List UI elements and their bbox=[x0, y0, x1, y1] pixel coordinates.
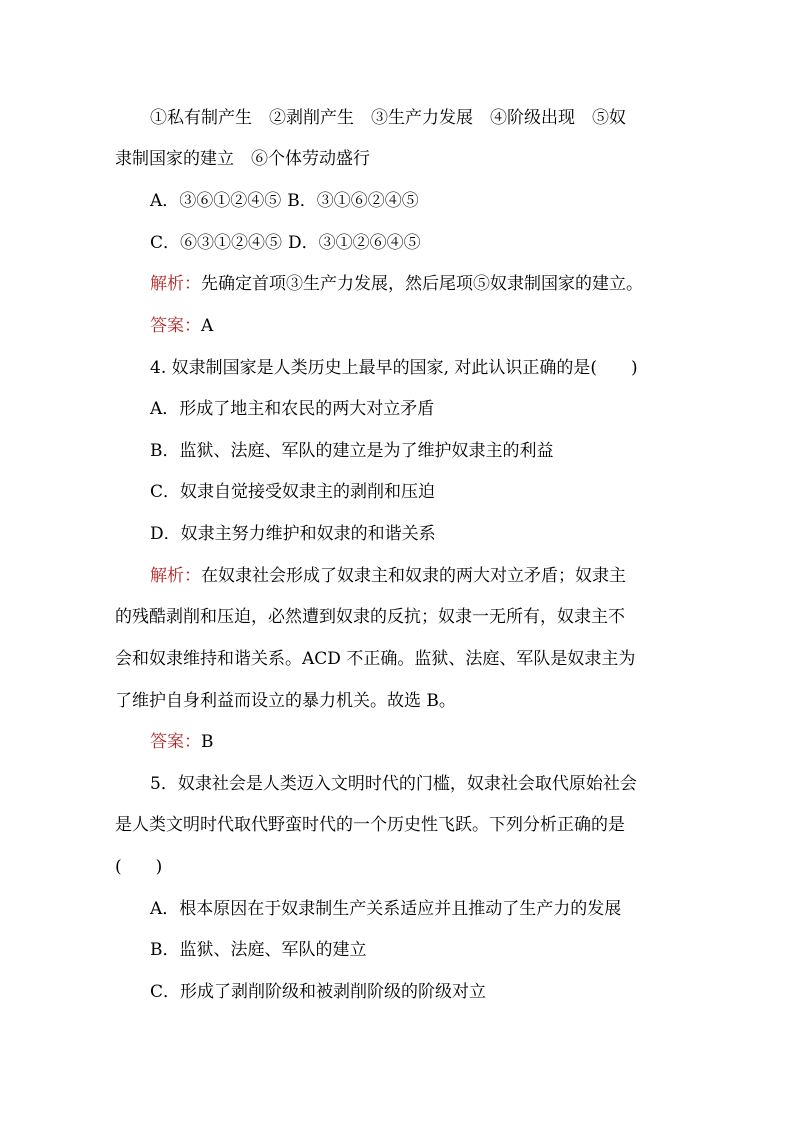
q4-stem: 4. 奴隶制国家是人类历史上最早的国家, 对此认识正确的是( ) bbox=[150, 358, 638, 378]
q5-stem-line1: 5．奴隶社会是人类迈入文明时代的门槛，奴隶社会取代原始社会 bbox=[150, 774, 637, 794]
q3-analysis-label: 解析： bbox=[150, 274, 201, 294]
q5-stem-line2: 是人类文明时代取代野蛮时代的一个历史性飞跃。下列分析正确的是 bbox=[115, 815, 625, 835]
q4-analysis-line1 bbox=[150, 564, 720, 588]
q3-option-d: D．③①②⑥④⑤ bbox=[288, 233, 421, 253]
q3-option-a: A．③⑥①②④⑤ bbox=[150, 191, 282, 211]
q3-option-b: B．③①⑥②④⑤ bbox=[287, 191, 419, 211]
q4-answer bbox=[150, 730, 720, 754]
q3-analysis bbox=[150, 272, 720, 296]
q3-items-line1: ①私有制产生 ②剥削产生 ③生产力发展 ④阶级出现 ⑤奴 bbox=[150, 108, 626, 128]
q3-answer-value: A bbox=[201, 316, 214, 336]
q4-option-a: A．形成了地主和农民的两大对立矛盾 bbox=[150, 399, 435, 419]
q3-items-line2: 隶制国家的建立 ⑥个体劳动盛行 bbox=[115, 149, 370, 169]
q3-answer bbox=[150, 314, 720, 338]
q4-analysis-line4: 了维护自身利益而设立的暴力机关。故选 B。 bbox=[115, 691, 456, 711]
q4-answer-label: 答案： bbox=[150, 732, 201, 752]
q3-answer-label: 答案： bbox=[150, 316, 201, 336]
q5-option-a: A．根本原因在于奴隶制生产关系适应并且推动了生产力的发展 bbox=[150, 899, 622, 919]
q5-option-c: C．形成了剥削阶级和被剥削阶级的阶级对立 bbox=[150, 982, 487, 1002]
q3-options-ab bbox=[150, 189, 720, 213]
q4-option-d: D．奴隶主努力维护和奴隶的和谐关系 bbox=[150, 524, 436, 544]
q4-analysis-text-1: 在奴隶社会形成了奴隶主和奴隶的两大对立矛盾；奴隶主 bbox=[201, 566, 626, 586]
q4-option-b: B．监狱、法庭、军队的建立是为了维护奴隶主的利益 bbox=[150, 441, 554, 461]
q4-analysis-line2: 的残酷剥削和压迫，必然遭到奴隶的反抗；奴隶一无所有，奴隶主不 bbox=[115, 607, 625, 627]
q5-option-b: B．监狱、法庭、军队的建立 bbox=[150, 940, 367, 960]
q4-analysis-label: 解析： bbox=[150, 566, 201, 586]
q3-option-c: C．⑥③①②④⑤ bbox=[150, 233, 283, 253]
q5-stem-line3: ( ) bbox=[115, 857, 163, 877]
q4-option-c: C．奴隶自觉接受奴隶主的剥削和压迫 bbox=[150, 482, 436, 502]
q3-analysis-text: 先确定首项③生产力发展，然后尾项⑤奴隶制国家的建立。 bbox=[201, 274, 643, 294]
q4-analysis-line3: 会和奴隶维持和谐关系。ACD 不正确。监狱、法庭、军队是奴隶主为 bbox=[115, 649, 636, 669]
q4-answer-value: B bbox=[201, 732, 214, 752]
q3-options-cd bbox=[150, 231, 720, 255]
